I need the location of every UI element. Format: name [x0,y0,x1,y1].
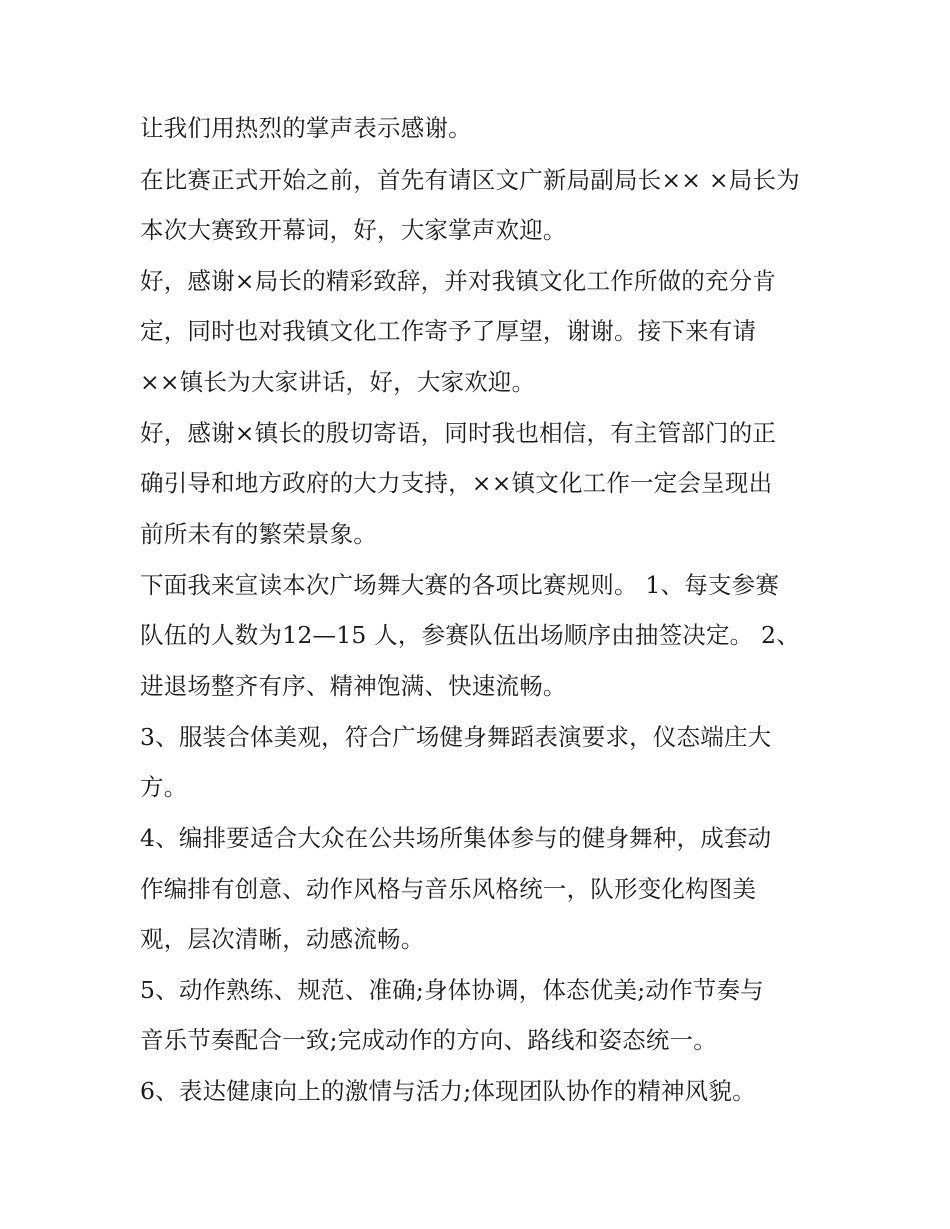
text-line: 让我们用热烈的掌声表示感谢。 [140,114,472,142]
text-line: 6、表达健康向上的激情与活力;体现团队协作的精神风貌。 [140,1077,756,1105]
text-line: 4、编排要适合大众在公共场所集体参与的健身舞种，成套动 [140,824,772,852]
text-line: 进退场整齐有序、精神饱满、快速流畅。 [140,672,567,700]
text-line: 方。 [140,773,188,801]
text-line: 5、动作熟练、规范、准确;身体协调，体态优美;动作节奏与 [140,976,764,1004]
text-line: 在比赛正式开始之前，首先有请区文广新局副局长×× ×局长为 [140,166,800,194]
text-line: 队伍的人数为12—15 人，参赛队伍出场顺序由抽签决定。 2、 [140,621,800,649]
text-line: 确引导和地方政府的大力支持，××镇文化工作一定会呈现出 [140,469,773,497]
text-line: 音乐节奏配合一致;完成动作的方向、路线和姿态统一。 [140,1026,717,1054]
text-line: ××镇长为大家讲话，好，大家欢迎。 [140,368,536,396]
text-line: 定，同时也对我镇文化工作寄予了厚望，谢谢。接下来有请 [140,317,757,345]
text-line: 好，感谢×局长的精彩致辞，并对我镇文化工作所做的充分肯 [140,267,777,295]
text-line: 观，层次清晰，动感流畅。 [140,925,425,953]
text-line: 下面我来宣读本次广场舞大赛的各项比赛规则。 1、每支参赛 [140,571,780,599]
text-line: 本次大赛致开幕词，好，大家掌声欢迎。 [140,216,567,244]
text-line: 作编排有创意、动作风格与音乐风格统一，队形变化构图美 [140,875,757,903]
text-line: 好，感谢×镇长的殷切寄语，同时我也相信，有主管部门的正 [140,419,777,447]
text-line: 前所未有的繁荣景象。 [140,520,377,548]
text-line: 3、服装合体美观，符合广场健身舞蹈表演要求，仪态端庄大 [140,723,772,751]
